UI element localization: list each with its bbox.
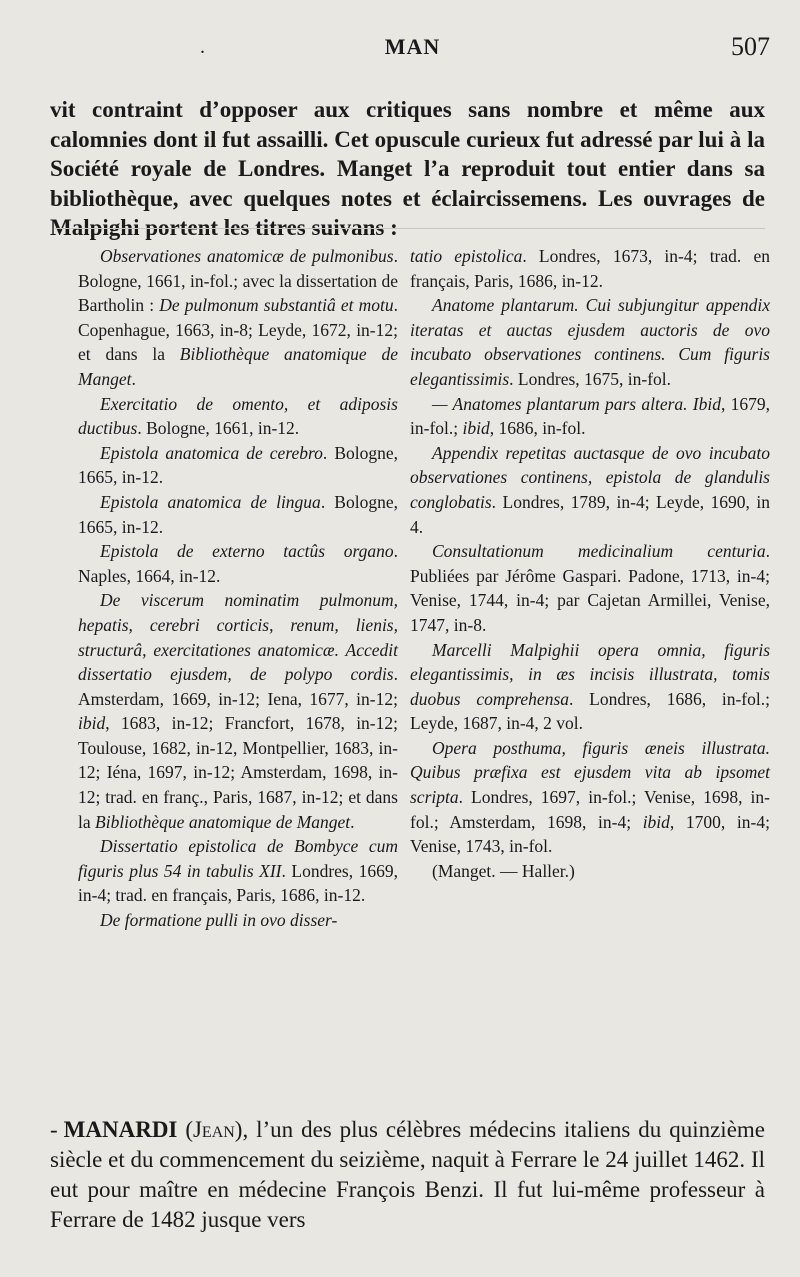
entry-details: . Bologne, 1665, in-12. (78, 442, 398, 488)
entry-details: . Copenhague, 1663, in-8; Leyde, 1672, in-12; et dans la (78, 295, 398, 365)
entry-title: Epistola de externo tactûs organo (100, 541, 394, 562)
bibliography-entry (78, 441, 398, 490)
entry-title: Exercitatio de omento, et adiposis ductibus (78, 393, 398, 439)
entry-details: . Londres, 1669, in-4; trad. en français, Paris, 1686, in-12. (78, 860, 398, 906)
bibliography-entry (78, 539, 398, 588)
page-number: 507 (731, 32, 770, 61)
entry-details: . Londres, 1686, in-fol.; Leyde, 1687, in-4, 2 vol. (410, 688, 770, 734)
entry-details: . Bologne, 1661, in-fol.; avec la dissertation de Bartholin : (78, 246, 398, 316)
bibliography-entry (78, 588, 398, 834)
entry-text: , l’un des plus célèbres médecins italiens du quinzième siècle et du commencement du seizième, naquit à Ferrare le 24 juillet 1462. Il eut pour maître en médecine François Benzi. Il fut lui-même professeur à Ferrare de 1482 jusque vers (50, 1117, 766, 1232)
entry-title: ibid (462, 418, 490, 439)
entry-details: . Londres, 1789, in-4; Leyde, 1690, in 4. (410, 491, 770, 537)
bibliography-entry (410, 392, 770, 441)
entry-title: — Anatomes plantarum pars altera. Ibid (432, 393, 721, 414)
entry-title: De viscerum nominatim pulmonum, hepatis, cerebri corticis, renum, lienis, structurâ, exercitationes anatomicæ. Accedit dissertatio ejusdem, de polypo cordis (78, 590, 398, 685)
entry-details: . Publiées par Jérôme Gaspari. Padone, 1713, in-4; Venise, 1744, in-4; par Cajetan Armillei, Venise, 1747, in-8. (410, 541, 770, 635)
bibliography-entry (410, 244, 770, 293)
entry-name: MANARDI (63, 1117, 178, 1142)
bibliography-entry (78, 244, 398, 392)
running-head: MAN (384, 34, 441, 59)
bibliography-entry (410, 638, 770, 736)
entry-title: tatio epistolica (410, 246, 523, 266)
entry-title: Bibliothèque anatomique de Manget (78, 344, 398, 389)
divider (55, 228, 765, 229)
bibliography-entry (410, 539, 770, 637)
bibliography-entry (78, 490, 398, 539)
header-dot: . (200, 36, 205, 58)
manardi-entry (50, 1115, 765, 1235)
entry-title: Opera posthuma, figuris æneis illustrata. Quibus præfixa est ejusdem vita ab ipsomet scripta (410, 737, 770, 808)
entry-title: Bibliothèque anatomique de Manget (95, 811, 351, 832)
intro-paragraph: vit contraint d’opposer aux critiques sans nombre et même aux calomnies dont il fut assailli. Cet opuscule curieux fut adressé par lui à la Société royale de Londres. Manget l’a reproduit tout entier dans sa bibliothèque, avec quelques notes et éclaircissemens. Les ouvrages de Malpighi portent les titres suivans : (50, 97, 765, 240)
entry-details: . Londres, 1673, in-4; trad. en français, Paris, 1686, in-12. (410, 246, 770, 291)
entry-title: Marcelli Malpighii opera omnia, figuris elegantissimis, in æs incisis illustrata, tomis duobus comprehensa (410, 639, 770, 709)
entry-details: . Londres, 1675, in-fol. (509, 368, 672, 389)
entry-details: (Manget. — Haller.) (432, 860, 575, 881)
page-header (55, 30, 770, 64)
entry-details: . Amsterdam, 1669, in-12; Iena, 1677, in-12; (78, 664, 398, 709)
entry-details: , 1683, in-12; Francfort, 1678, in-12; Toulouse, 1682, in-12, Montpellier, 1683, in-12; Iéna, 1697, in-12; Amsterdam, 1698, in-12; trad. en franç., Paris, 1687, in-12; et dans la (78, 713, 398, 832)
bibliography-entry (78, 392, 398, 441)
entry-title: Observationes anatomicæ de pulmonibus (100, 246, 394, 266)
bibliography-entry (78, 908, 398, 933)
entry-title: Consultationum medicinalium centuria (432, 541, 766, 562)
entry-details: . (131, 368, 136, 389)
entry-title: De pulmonum substantiâ et motu (159, 295, 394, 316)
entry-details: . (350, 811, 355, 832)
entry-title: Anatome plantarum. Cui subjungitur appendix iteratas et auctas ejusdem auctoris de ovo incubato observationes continens. Cum figuris elegantissimis (410, 295, 770, 389)
bibliography-entry (410, 736, 770, 859)
bibliography-entry (410, 441, 770, 539)
bibliography-entry (410, 859, 770, 884)
bibliography-entry (410, 293, 770, 391)
entry-details: . Bologne, 1665, in-12. (78, 491, 398, 537)
entry-title: ibid (642, 811, 670, 832)
entry-title: De formatione pulli in ovo disser- (100, 910, 338, 931)
entry-first-name: (Jean) (185, 1117, 243, 1142)
entry-details: , 1679, in-fol.; (410, 393, 771, 439)
bibliography-columns (78, 244, 771, 1074)
entry-details: , 1686, in-fol. (489, 418, 586, 439)
right-column (410, 244, 770, 883)
entry-details: . Londres, 1697, in-fol.; Venise, 1698, in-fol.; Amsterdam, 1698, in-4; (410, 787, 770, 832)
entry-title: Appendix repetitas auctasque de ovo incubato observationes continens, epistola de glandulis conglobatis (410, 442, 770, 512)
entry-title: ibid (78, 713, 106, 734)
entry-details: , 1700, in-4; Venise, 1743, in-fol. (410, 811, 770, 857)
entry-title: Epistola anatomica de lingua (100, 491, 321, 512)
entry-title: Epistola anatomica de cerebro (100, 442, 323, 463)
entry-title: Dissertatio epistolica de Bombyce cum figuris plus 54 in tabulis XII (78, 836, 398, 881)
entry-details: . Naples, 1664, in-12. (78, 541, 398, 586)
left-column (78, 244, 398, 933)
bibliography-entry (78, 834, 398, 908)
entry-details: . Bologne, 1661, in-12. (137, 418, 300, 439)
entry-dash: - (50, 1117, 58, 1142)
